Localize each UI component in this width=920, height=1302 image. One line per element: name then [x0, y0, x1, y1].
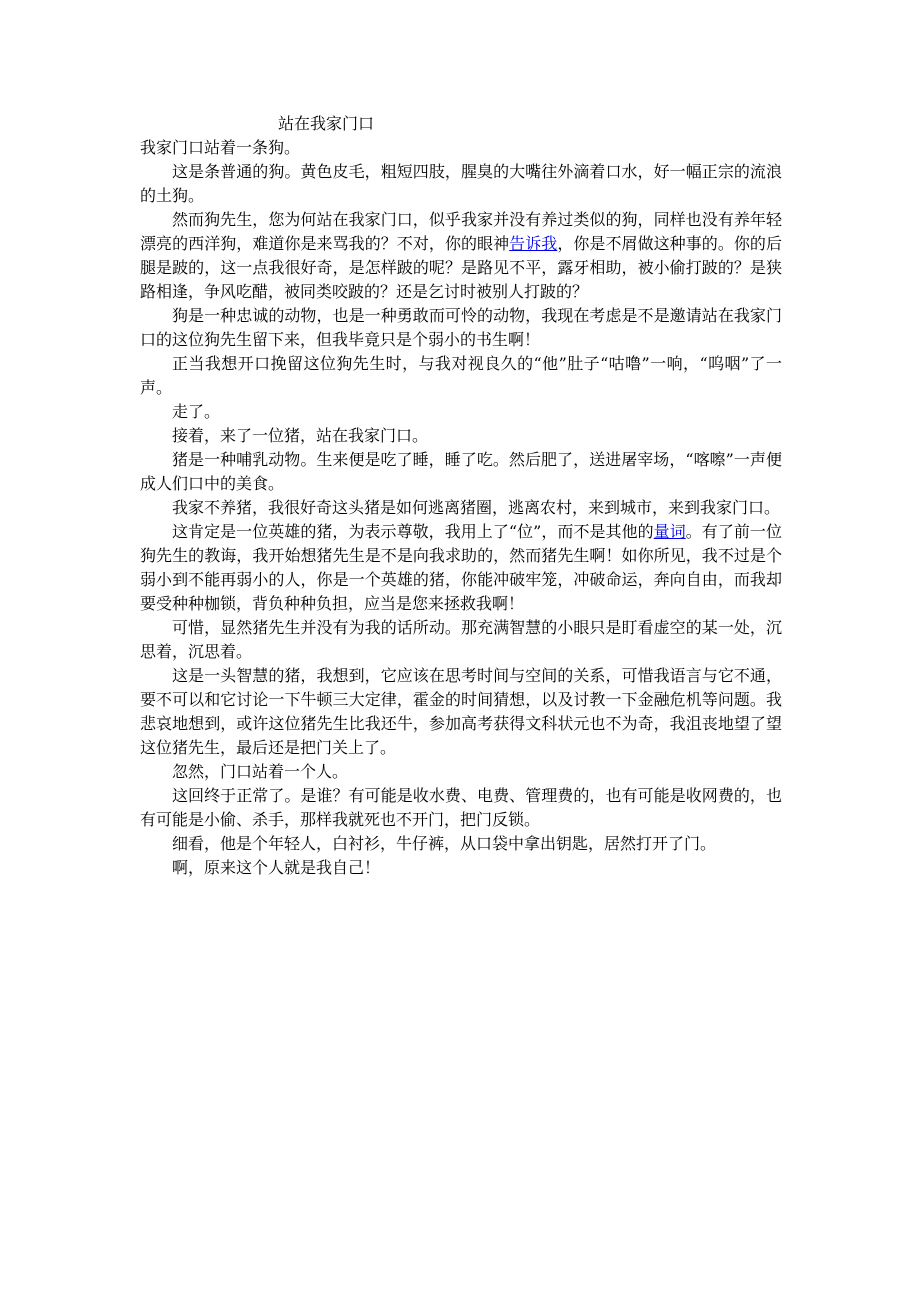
paragraph-text: 这肯定是一位英雄的猪，为表示尊敬，我用上了“位”，而不是其他的 [172, 522, 654, 541]
paragraph: 啊，原来这个人就是我自己！ [172, 858, 381, 877]
paragraph: 细看，他是个年轻人，白衬衫，牛仔裤，从口袋中拿出钥匙，居然打开了门。 [172, 834, 717, 853]
paragraph-text: 。有了前一位狗先生的教诲，我开始想猪先生是不是向我求助的，然而猪先生啊！如你所见，我不过是个弱小到不能再弱小的人，你是一个英雄的猪，你能冲破牢笼，冲破命运，奔向自由，而我却要受种种枷锁，背负种种负担，应当是您来拯救我啊！ [140, 522, 782, 613]
paragraph [140, 208, 782, 304]
paragraph: 可惜，显然猪先生并没有为我的话所动。那充满智慧的小眼只是盯看虚空的某一处，沉思着，沉思着。 [140, 618, 782, 661]
document-title: 站在我家门口 [278, 114, 375, 133]
paragraph: 这回终于正常了。是谁？有可能是收水费、电费、管理费的，也有可能是收网费的，也有可能是小偷、杀手，那样我就死也不开门，把门反锁。 [140, 786, 782, 829]
document-page [140, 112, 782, 880]
paragraph: 猪是一种哺乳动物。生来便是吃了睡，睡了吃。然后肥了，送进屠宰场，“喀嚓”一声便成人们口中的美食。 [140, 450, 782, 493]
tell-me-link[interactable]: 告诉我 [509, 234, 558, 253]
paragraph [140, 520, 782, 616]
paragraph: 接着，来了一位猪，站在我家门口。 [172, 426, 429, 445]
paragraph-text: ，你是不屑做这种事的。你的后腿是跛的，这一点我很好奇，是怎样跛的呢？是路见不平，露牙相助，被小偷打跛的？是狭路相逢，争风吃醋，被同类咬跛的？还是乞讨时被别人打跛的？ [140, 234, 782, 301]
measure-word-link[interactable]: 量词 [653, 522, 686, 541]
paragraph: 走了。 [172, 402, 221, 421]
paragraph: 这是条普通的狗。黄色皮毛，粗短四肢，腥臭的大嘴往外滴着口水，好一幅正宗的流浪的土狗。 [140, 162, 782, 205]
paragraph: 这是一头智慧的猪，我想到，它应该在思考时间与空间的关系，可惜我语言与它不通，要不可以和它讨论一下牛顿三大定律，霍金的时间猜想，以及讨教一下金融危机等问题。我悲哀地想到，或许这位猪先生比我还牛，参加高考获得文科状元也不为奇，我沮丧地望了望这位猪先生，最后还是把门关上了。 [140, 666, 782, 757]
paragraph: 忽然，门口站着一个人。 [172, 762, 349, 781]
paragraph: 正当我想开口挽留这位狗先生时，与我对视良久的“他”肚子“咕噜”一响，“呜咽”了一声。 [140, 354, 782, 397]
paragraph: 我家不养猪，我很好奇这头猪是如何逃离猪圈，逃离农村，来到城市，来到我家门口。 [172, 498, 781, 517]
paragraph-text: 然而狗先生，您为何站在我家门口，似乎我家并没有养过类似的狗，同样也没有养年轻漂亮的西洋狗，难道你是来骂我的？不对，你的眼神 [140, 210, 782, 253]
opening-line: 我家门口站着一条狗。 [140, 138, 301, 157]
paragraph: 狗是一种忠诚的动物，也是一种勇敢而可怜的动物，我现在考虑是不是邀请站在我家门口的这位狗先生留下来，但我毕竟只是个弱小的书生啊！ [140, 306, 782, 349]
